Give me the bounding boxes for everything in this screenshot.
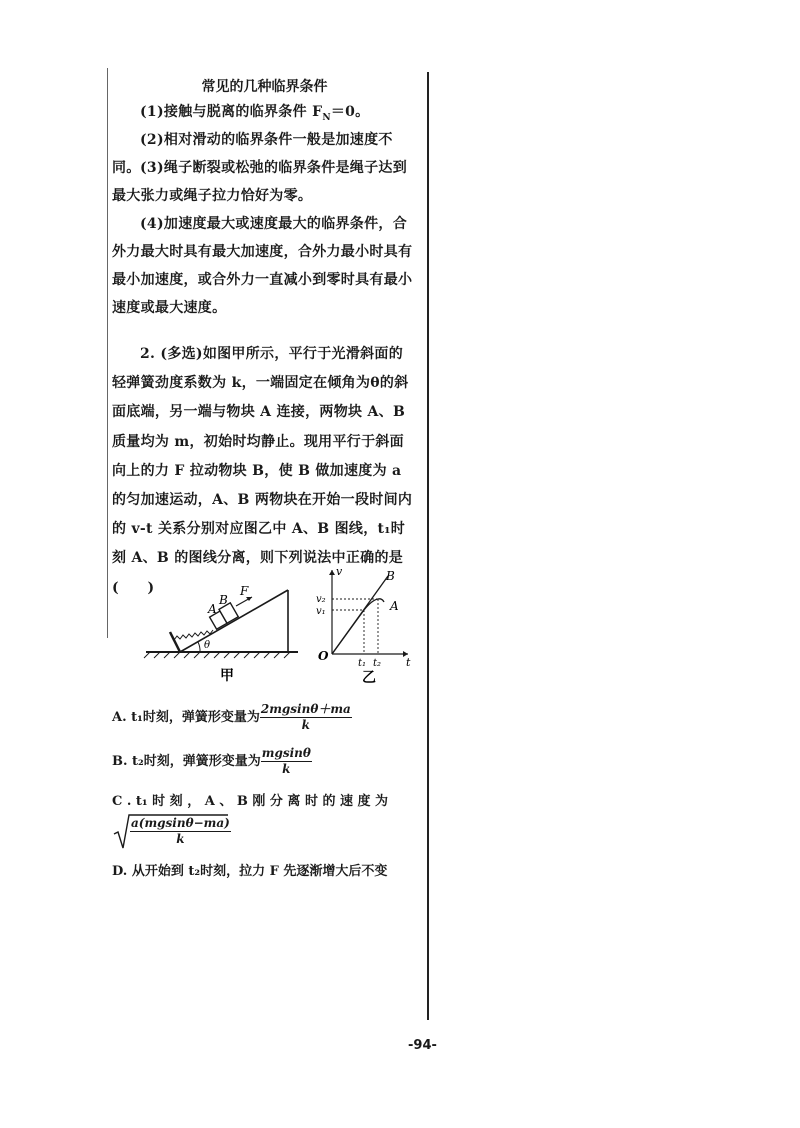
figure-incline bbox=[140, 578, 310, 688]
column-divider-rule bbox=[427, 72, 429, 1020]
option-D: D. 从开始到 t₂时刻，拉力 F 先逐渐增大后不变 bbox=[112, 864, 388, 879]
box-title: 常见的几种临界条件 bbox=[201, 79, 328, 95]
document-page: 常见的几种临界条件 (1)接触与脱离的临界条件 $F_N=0$。 (2)相对滑动的临界条件一般是加速度不同。 (3)绳子断裂或松弛的临界条件是绳子达到最大张力或绳子拉力恰好为零。 (4)加速度最大或速度最大的临界条件，合外力最大时具有最大加速度，合外力最小时具有最小加速度，或合外力一直减小到零时具有最小速度或最大速度。 2. (多选)如图甲所示，平行于光滑斜面的轻弹簧劲度系数为 k，一端固定在倾角为θ的斜面底端，另一端与物块 A 连接，两物块 A、B 质量均为 m，初始时均静止。现用平行于斜面向上的力 F 拉动物块 B，使 B 做加速度为 a 的匀加速运动，A、B 两物块在开始一段时间内的 v-t 关系分别对应图乙中 A、B 图线，t₁时刻 A、B 的图线分离，则下列说法中正确的是( ) A B F θ 甲 v t O v₁ v₂ t₁ t₂ A B 乙 A. t₁时刻，弹簧形变量为 $\frac{2mgsin\theta+ma}{k}$ B. t₂时刻，弹簧形变量为 $\frac{mgsin\theta}{k}$ C . t₁ 时 刻 ， A 、 B 刚 分 离 时 的 速 度 为 $\frac{a(mgsin\theta-ma)}{k}$ D. 从开始到 t₂时刻，拉力 F 先逐渐增大后不变 -94- bbox=[0, 0, 800, 1128]
option-B: B. t₂时刻，弹簧形变量为 $\frac{mgsin\theta}{k}$ bbox=[112, 746, 311, 776]
caption-jia: 甲 bbox=[220, 668, 234, 684]
label-B: B bbox=[219, 593, 228, 607]
v2-label: v₂ bbox=[316, 594, 326, 605]
axis-v: v bbox=[336, 565, 343, 578]
box-item-4: (4)加速度最大或速度最大的临界条件，合外力最大时具有最大加速度，合外力最小时具有最小加速度，或合外力一直减小到零时具有最小速度或最大速度。 bbox=[112, 216, 413, 316]
question-2-stem: 2. (多选)如图甲所示，平行于光滑斜面的轻弹簧劲度系数为 k，一端固定在倾角为θ的斜面底端，另一端与物块 A 连接，两物块 A、B 质量均为 m，初始时均静止。现用平行于斜面向上的力 F 拉动物块 B，使 B 做加速度为 a 的匀加速运动，A、B 两物块在开始一段时间内的 v-t 关系分别对应图乙中 A、B 图线，t₁时刻 A、B 的图线分离，则下列说法中正确的是( ) bbox=[112, 346, 413, 596]
option-C: C . t₁ 时 刻 ， A 、 B 刚 分 离 时 的 速 度 为 bbox=[112, 794, 389, 809]
option-A: A. t₁时刻，弹簧形变量为 $\frac{2mgsin\theta+ma}{k}$ bbox=[112, 702, 351, 732]
axis-t: t bbox=[406, 656, 411, 669]
left-column-rule bbox=[107, 68, 108, 638]
box-item-3: (3)绳子断裂或松弛的临界条件是绳子达到最大张力或绳子拉力恰好为零。 bbox=[112, 160, 407, 204]
figure-vt-graph bbox=[316, 562, 420, 686]
box-item-1: (1)接触与脱离的临界条件 $F_N=0$。 bbox=[140, 104, 370, 123]
t1-label: t₁ bbox=[358, 658, 367, 669]
box-item-2: (2)相对滑动的临界条件一般是加速度不同。 bbox=[112, 132, 393, 176]
label-F: F bbox=[240, 584, 249, 598]
caption-yi: 乙 bbox=[362, 670, 376, 686]
origin-label: O bbox=[318, 649, 329, 663]
page-number: -94- bbox=[408, 1038, 437, 1053]
v1-label: v₁ bbox=[316, 606, 326, 617]
label-A: A bbox=[208, 602, 217, 616]
curve-B-label: B bbox=[386, 569, 395, 583]
label-theta: θ bbox=[204, 640, 211, 651]
t2-label: t₂ bbox=[373, 658, 382, 669]
curve-A-label: A bbox=[390, 599, 399, 613]
